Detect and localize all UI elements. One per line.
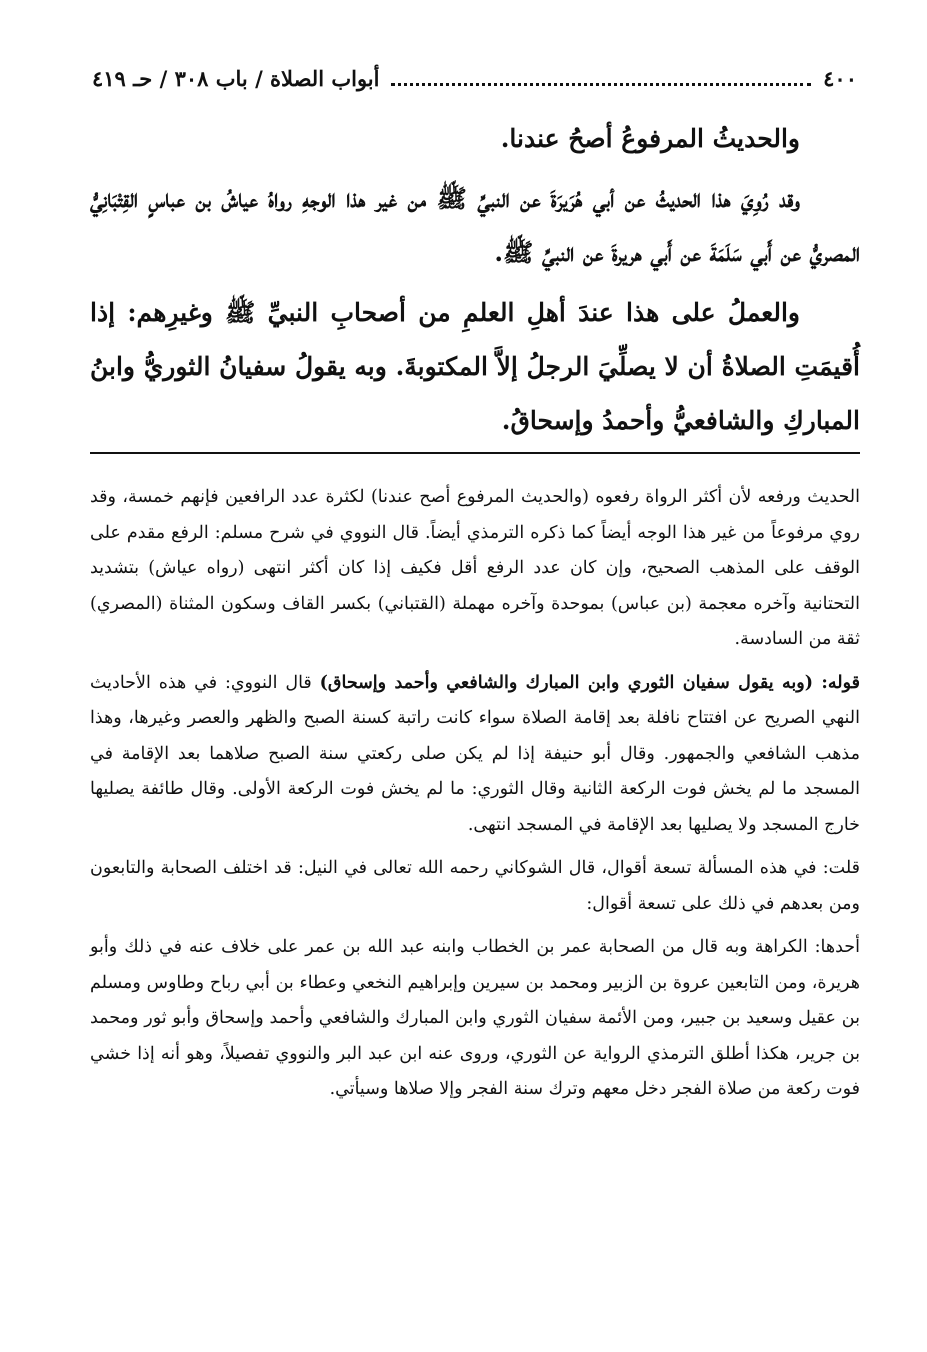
page-number: ٤٠٠: [823, 65, 857, 91]
main-paragraph-3: والعملُ على هذا عندَ أهلِ العلمِ من أصحابِ النبيِّ ﷺ وغيرِهم: إذا أُقيمَتِ الصلاةُ أن لا يصلِّيَ الرجلُ إلاَّ المكتوبةَ. وبه يقولُ سفيانُ الثوريُّ وابنُ المباركِ والشافعيُّ وأحمدُ وإسحاقُ.: [90, 298, 860, 435]
leader-dots: [391, 83, 811, 86]
main-paragraph-1: والحديثُ المرفوعُ أصحُ عندنا.: [500, 124, 800, 153]
commentary-lead: قوله: (وبه يقول سفيان الثوري وابن المبارك والشافعي وأحمد وإسحاق): [319, 672, 860, 693]
commentary-paragraph-1: الحديث ورفعه لأن أكثر الرواة رفعوه (والحديث المرفوع أصح عندنا) لكثرة عدد الرافعين فإنهم خمسة، وقد روي مرفوعاً من غير هذا الوجه أيضاً كما ذكره الترمذي أيضاً. قال النووي في شرح مسلم: الرفع مقدم على الوقف على المذهب الصحيح، وإن كان عدد الرفع أقل فكيف إذا كان أكثر انتهى (رواه عياش) بتشديد التحتانية وآخره معجمة (بن عباس) بموحدة وآخره مهملة (القتباني) بكسر القاف وسكون المثناة (المصري) ثقة من السادسة.: [90, 487, 860, 649]
running-header: [92, 58, 857, 98]
commentary-body: قال النووي: في هذه الأحاديث النهي الصريح عن افتتاح نافلة بعد إقامة الصلاة سواء كانت راتبة كسنة الصبح والظهر والعصر وغيرها، وهذا مذهب الشافعي والجمهور. وقال أبو حنيفة إذا لم يكن صلى ركعتي سنة الصبح صلاهما بعد الإقامة في المسجد ما لم يخش فوت الركعة الثانية وقال الثوري: ما لم يخش فوت الركعة الأولى. وقال طائفة يصليها خارج المسجد ولا يصليها بعد الإقامة في المسجد انتهى.: [90, 672, 860, 835]
running-title: أبواب الصلاة / باب ٣٠٨ / حـ ٤١٩: [92, 65, 380, 91]
commentary-text: [90, 480, 860, 1112]
commentary-paragraph-4: أحدها: الكراهة وبه قال من الصحابة عمر بن الخطاب وابنه عبد الله بن عمر على خلاف عنه في ذلك وأبو هريرة، ومن التابعين عروة بن الزبير ومحمد بن سيرين وإبراهيم النخعي وعطاء بن أبي رباح وطاوس ومسلم بن عقيل وسعيد بن جبير، ومن الأئمة سفيان الثوري وابن المبارك والشافعي وأحمد وإسحاق وأبو ثور ومحمد بن جرير، هكذا أطلق الترمذي الرواية عن الثوري، وروى عنه ابن عبد البر والنووي تفصيلاً، وهو أنه إذا خشي فوت ركعة من صلاة الفجر دخل معهم وترك سنة الفجر وإلا صلاها وسيأتي.: [90, 937, 860, 1099]
main-paragraph-2: وقد رُوِيَ هذا الحديثُ عن أبي هُرَيرَةَ عن النبيِّ ﷺ من غير هذا الوجهِ رواهُ عياشُ بن عباسٍ القِتْبَانِيُّ المصريُّ عن أَبي سَلَمَةَ عن أَبي هريرةَ عن النبيِّ ﷺ.: [90, 184, 860, 267]
commentary-paragraph-3: قلت: في هذه المسألة تسعة أقوال، قال الشوكاني رحمه الله تعالى في النيل: قد اختلف الصحابة والتابعون ومن بعدهم في ذلك على تسعة أقوال:: [90, 858, 860, 914]
commentary-paragraph-2: [90, 666, 860, 844]
hadith-text: [90, 112, 860, 454]
separator-rule: [90, 452, 860, 454]
